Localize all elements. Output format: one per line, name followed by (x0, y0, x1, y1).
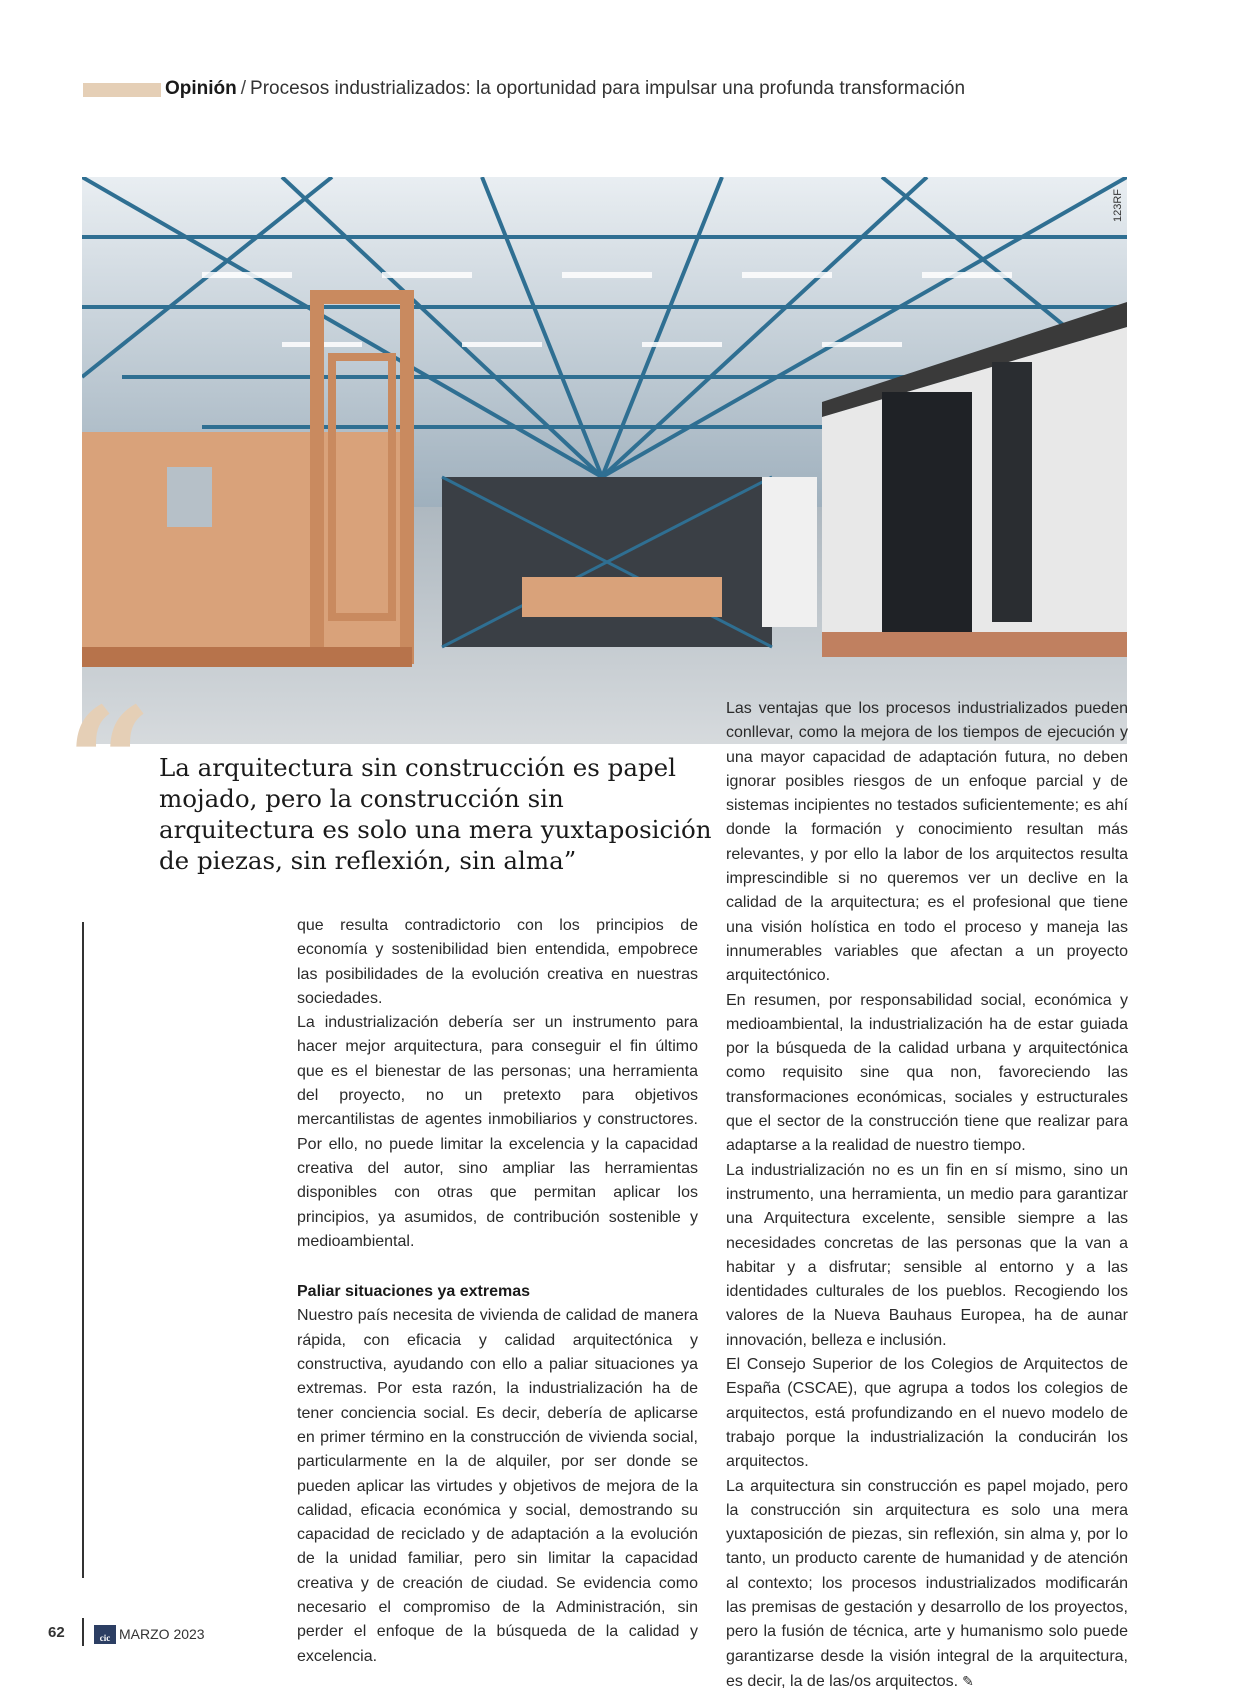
issue-date: MARZO 2023 (119, 1626, 205, 1642)
quote-mark-icon: “ (66, 688, 152, 838)
running-header: Opinión / Procesos industrializados: la oportunidad para impulsar una profunda transformación (165, 78, 965, 100)
header-accent-bar (83, 83, 161, 97)
section-label: Opinión (165, 78, 237, 99)
paragraph: La industrialización debería ser un instrumento para hacer mejor arquitectura, para conseguir el fin último que es el bienestar de las personas; una herramienta del proyecto, no un pretexto para objetivos mercantilistas de agentes inmobiliarios y constructores. Por ello, no puede limitar la excelencia y la capacidad creativa del autor, sino ampliar las herramientas disponibles con otras que permitan aplicar los principios, ya asumidos, de contribución sostenible y medioambiental. (297, 1011, 698, 1254)
paragraph: El Consejo Superior de los Colegios de Arquitectos de España (CSCAE), que agrupa a todos los colegios de arquitectos, está profundizando en el nuevo modelo de trabajo porque la industrialización la conducirán los arquitectos. (726, 1353, 1128, 1474)
cic-logo: cic (94, 1625, 116, 1644)
paragraph-text: La arquitectura sin construcción es papel mojado, pero la construcción sin arquitectura es solo una mera yuxtaposición de piezas, sin reflexión, sin alma y, por lo tanto, un producto carente de humanidad y de atención al contexto; los procesos industrializados modificarán las premisas de gestación y desarrollo de los proyectos, pero la fusión de técnica, arte y humanismo solo puede garantizarse desde la visión integral de la arquitectura, es decir, la de las/os arquitectos. (726, 1478, 1128, 1690)
left-rule (82, 922, 84, 1578)
article-title: Procesos industrializados: la oportunidad para impulsar una profunda transformación (250, 78, 965, 99)
pencil-end-icon: ✎ (962, 1673, 974, 1689)
photo-credit: 123RF (1112, 189, 1124, 222)
body-column-1 (297, 914, 698, 1669)
page-number: 62 (48, 1624, 65, 1641)
body-column-2 (726, 697, 1128, 1694)
hero-photo (82, 177, 1127, 744)
paragraph: Las ventajas que los procesos industrializados pueden conllevar, como la mejora de los tiempos de ejecución y una mayor capacidad de adaptación futura, no deben ignorar posibles riesgos de un enfoque parcial y de sistemas incipientes no testados suficientemente; es ahí donde la formación y conocimiento resultan más relevantes, y por ello la labor de los arquitectos resulta imprescindible si no queremos ver un declive en la calidad de la arquitectura; es el profesional que tiene una visión holística en todo el proceso y maneja las innumerables variables que afectan a un proyecto arquitectónico. (726, 697, 1128, 989)
footer (48, 1624, 65, 1641)
paragraph: Nuestro país necesita de vivienda de calidad de manera rápida, con eficacia y calidad arquitectónica y constructiva, ayudando con ello a paliar situaciones ya extremas. Por esta razón, la industrialización ha de tener conciencia social. Es decir, debería de aplicarse en primer término en la construcción de vivienda social, particularmente en la de alquiler, por ser donde se pueden aplicar las virtudes y objetivos de mejora de la calidad, eficacia económica y social, demostrando su capacidad de reciclado y de adaptación a la evolución de la unidad familiar, pero sin limitar la capacidad creativa y de creación de ciudad. Se evidencia como necesario el compromiso de la Administración, sin perder el enfoque de la búsqueda de la calidad y excelencia. (297, 1304, 698, 1668)
footer-rule (82, 1618, 84, 1646)
paragraph: que resulta contradictorio con los principios de economía y sostenibilidad bien entendida, empobrece las posibilidades de la evolución creativa en nuestras sociedades. (297, 914, 698, 1011)
paragraph: La industrialización no es un fin en sí mismo, sino un instrumento, una herramienta, un medio para garantizar una Arquitectura excelente, sensible siempre a las necesidades concretas de las personas que la van a habitar y a disfrutar; sensible al entorno y a las identidades culturales de los pueblos. Recogiendo los valores de la Nueva Bauhaus Europea, ha de aunar innovación, belleza e inclusión. (726, 1159, 1128, 1353)
pull-quote: La arquitectura sin construcción es papel mojado, pero la construcción sin arquitectura es solo una mera yuxtaposición de piezas, sin reflexión, sin alma” (159, 752, 714, 876)
paragraph: En resumen, por responsabilidad social, económica y medioambiental, la industrialización ha de estar guiada por la búsqueda de la calidad urbana y arquitectónica como requisito sine qua non, favoreciendo las transformaciones económicas, sociales y estructurales que el sector de la construcción tiene que realizar para adaptarse a la realidad de nuestro tiempo. (726, 989, 1128, 1159)
warehouse-prefab-modules-photo (82, 177, 1127, 744)
section-subhead: Paliar situaciones ya extremas (297, 1280, 698, 1304)
paragraph (726, 1475, 1128, 1694)
